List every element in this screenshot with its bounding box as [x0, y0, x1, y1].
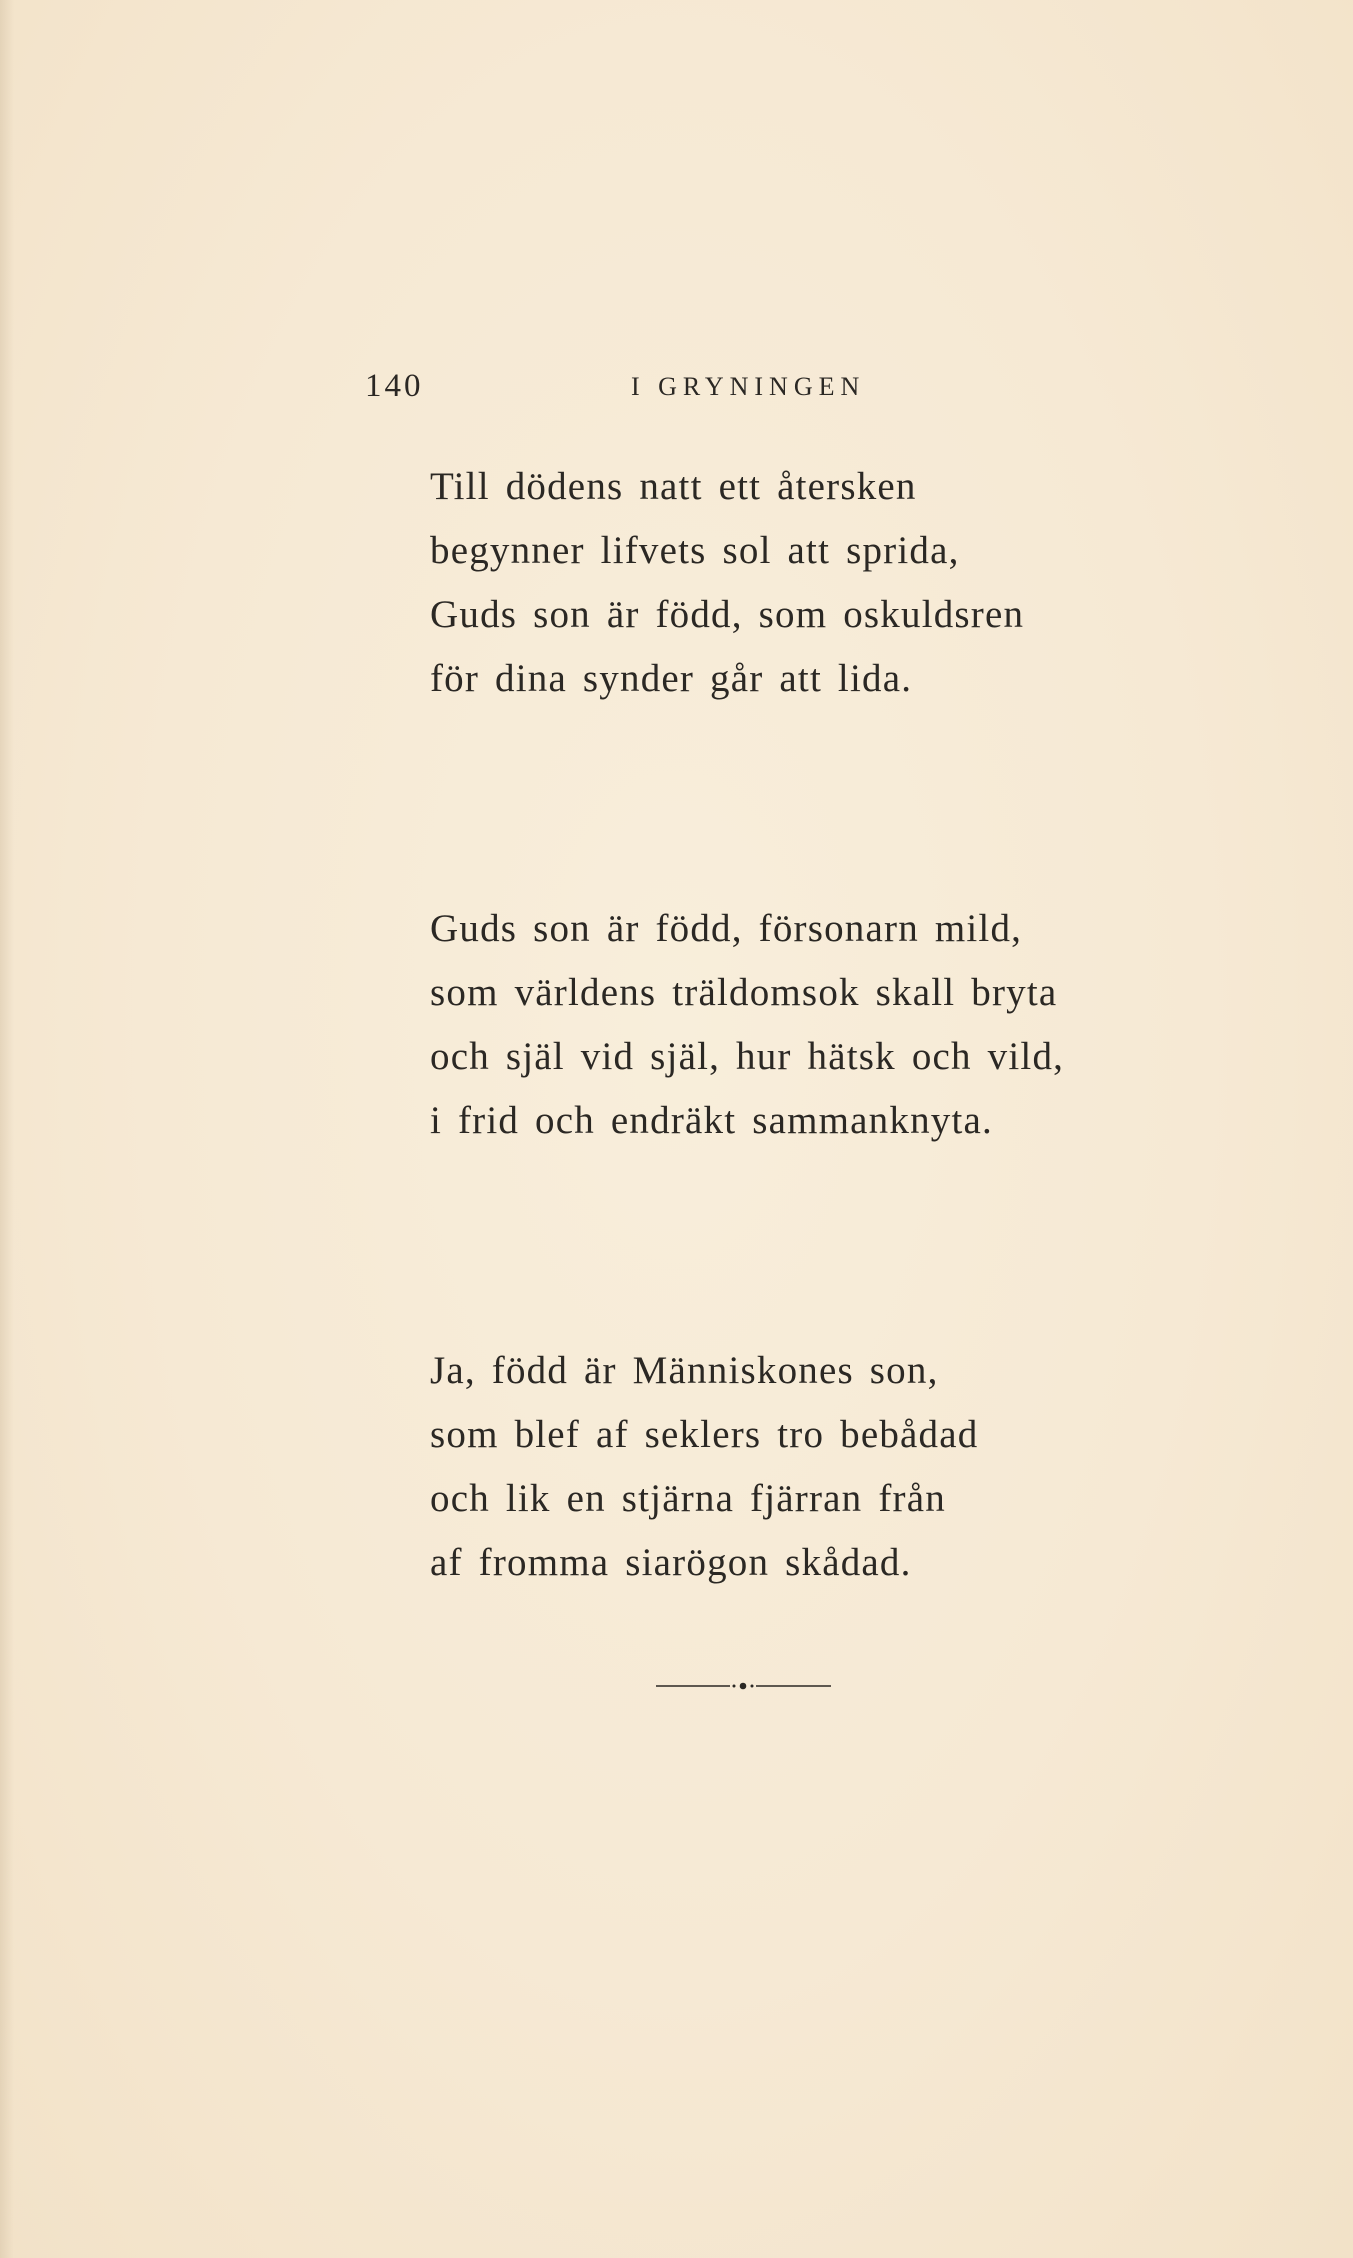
poem [430, 455, 1130, 1595]
poem-line: Guds son är född, försonarn mild, [430, 907, 1023, 950]
page-number: 140 [365, 368, 424, 404]
poem-line: som världens träldomsok skall bryta [430, 971, 1058, 1014]
poem-line: begynner lifvets sol att sprida, [430, 529, 960, 572]
poem-line: af fromma siarögon skådad. [430, 1541, 912, 1584]
stanza-2 [430, 897, 1130, 1153]
poem-line: i frid och endräkt sammanknyta. [430, 1099, 993, 1142]
poem-line: Guds son är född, som oskuldsren [430, 593, 1025, 636]
ornament-divider-icon [656, 1680, 831, 1692]
poem-line: och själ vid själ, hur hätsk och vild, [430, 1035, 1065, 1078]
stanza-3 [430, 1339, 1130, 1595]
running-head [365, 368, 885, 408]
poem-line: Till dödens natt ett återsken [430, 465, 917, 508]
poem-line: Ja, född är Människones son, [430, 1349, 939, 1392]
stanza-1 [430, 455, 1130, 711]
poem-line: som blef af seklers tro bebådad [430, 1413, 979, 1456]
poem-line: för dina synder går att lida. [430, 657, 913, 700]
poem-line: och lik en stjärna fjärran från [430, 1477, 946, 1520]
section-title: I GRYNINGEN [631, 372, 866, 401]
